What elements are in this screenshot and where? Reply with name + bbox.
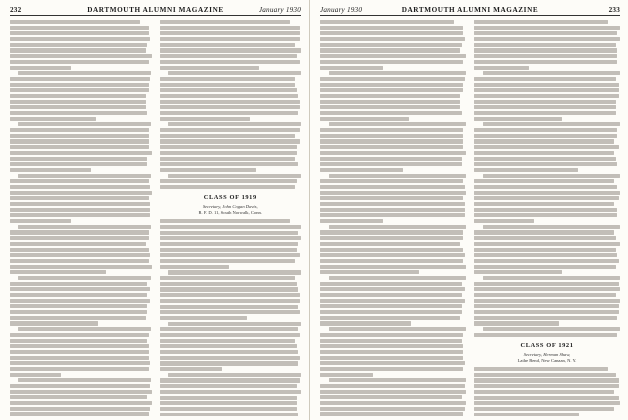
- text-line: [160, 378, 300, 382]
- class-address: R. F. D. 11, South Norwalk, Conn.: [198, 209, 263, 215]
- page-number: 232: [10, 6, 22, 14]
- text-line: [474, 373, 616, 377]
- text-line: [474, 304, 619, 308]
- text-line: [10, 151, 152, 155]
- text-line: [320, 213, 465, 217]
- text-line: [320, 151, 466, 155]
- text-line: [160, 287, 299, 291]
- text-line: [160, 162, 299, 166]
- class-secretary: Secretary, Herman Shaw,: [523, 351, 571, 357]
- text-line: [10, 265, 152, 269]
- text-line: [10, 54, 152, 58]
- text-line: [10, 361, 150, 365]
- text-line: [474, 60, 617, 64]
- text-line: [10, 20, 140, 24]
- text-line: [10, 157, 147, 161]
- text-line: [474, 94, 619, 98]
- body-text: [160, 20, 302, 189]
- text-line: [10, 162, 147, 166]
- text-line: [474, 321, 559, 325]
- text-line: [160, 339, 296, 343]
- text-line: [160, 253, 300, 257]
- text-line: [474, 407, 614, 411]
- running-head: [320, 4, 620, 16]
- text-line: [168, 270, 301, 274]
- text-line: [474, 282, 619, 286]
- text-line: [160, 26, 300, 30]
- text-line: [320, 168, 403, 172]
- text-line: [483, 276, 620, 280]
- magazine-title: DARTMOUTH ALUMNI MAGAZINE: [87, 6, 224, 14]
- text-line: [10, 287, 150, 291]
- text-line: [10, 31, 149, 35]
- text-line: [160, 316, 248, 320]
- text-line: [160, 265, 229, 269]
- text-line: [160, 413, 299, 416]
- text-line: [10, 213, 150, 217]
- text-line: [320, 66, 383, 70]
- text-line: [320, 134, 463, 138]
- text-line: [329, 71, 466, 75]
- text-line: [474, 265, 616, 269]
- text-line: [160, 231, 299, 235]
- text-line: [329, 225, 466, 229]
- text-line: [329, 174, 466, 178]
- text-line: [320, 105, 460, 109]
- text-line: [160, 344, 297, 348]
- text-line: [160, 259, 296, 263]
- text-line: [474, 134, 617, 138]
- text-line: [320, 310, 462, 314]
- text-line: [160, 105, 300, 109]
- text-line: [160, 242, 299, 246]
- column-1: [320, 20, 466, 416]
- text-line: [329, 378, 466, 382]
- text-line: [10, 242, 146, 246]
- text-line: [474, 236, 616, 240]
- text-line: [160, 77, 296, 81]
- text-line: [10, 270, 106, 274]
- text-line: [474, 293, 616, 297]
- text-line: [320, 145, 463, 149]
- text-line: [160, 350, 299, 354]
- text-line: [474, 310, 619, 314]
- text-line: [10, 117, 96, 121]
- text-line: [474, 20, 608, 24]
- text-line: [168, 322, 301, 326]
- text-line: [474, 316, 617, 320]
- text-line: [10, 202, 150, 206]
- text-line: [160, 248, 297, 252]
- text-line: [320, 208, 465, 212]
- text-line: [168, 174, 301, 178]
- text-line: [160, 139, 300, 143]
- text-line: [160, 151, 297, 155]
- text-line: [320, 367, 463, 371]
- text-line: [474, 384, 619, 388]
- text-line: [474, 390, 614, 394]
- text-line: [160, 83, 296, 87]
- text-line: [10, 236, 149, 240]
- text-line: [10, 407, 150, 411]
- text-line: [160, 327, 299, 331]
- text-line: [10, 390, 152, 394]
- text-line: [320, 270, 419, 274]
- text-line: [474, 242, 620, 246]
- text-line: [320, 373, 373, 377]
- text-line: [160, 60, 300, 64]
- text-line: [329, 327, 466, 331]
- text-line: [320, 60, 463, 64]
- text-line: [10, 208, 150, 212]
- text-line: [10, 83, 149, 87]
- text-line: [320, 48, 460, 52]
- issue-date: January 1930: [320, 6, 363, 14]
- text-line: [474, 401, 620, 405]
- text-line: [18, 122, 151, 126]
- text-line: [320, 316, 460, 320]
- text-line: [474, 196, 619, 200]
- text-line: [10, 310, 147, 314]
- text-line: [474, 105, 616, 109]
- text-line: [160, 276, 296, 280]
- text-line: [320, 259, 463, 263]
- text-line: [320, 361, 465, 365]
- text-line: [320, 407, 465, 411]
- text-line: [474, 117, 562, 121]
- text-line: [10, 395, 147, 399]
- text-line: [10, 88, 149, 92]
- text-line: [168, 122, 301, 126]
- text-line: [483, 327, 620, 331]
- text-line: [160, 299, 300, 303]
- text-line: [320, 77, 465, 81]
- text-line: [320, 299, 465, 303]
- text-columns: [10, 20, 301, 416]
- text-line: [10, 304, 147, 308]
- text-line: [10, 48, 146, 52]
- text-line: [18, 276, 151, 280]
- text-line: [320, 191, 466, 195]
- text-line: [168, 71, 301, 75]
- text-line: [320, 94, 460, 98]
- text-line: [329, 122, 466, 126]
- column-1: [10, 20, 152, 416]
- text-line: [160, 305, 299, 309]
- text-line: [10, 37, 150, 41]
- magazine-title: DARTMOUTH ALUMNI MAGAZINE: [401, 6, 539, 14]
- text-line: [474, 248, 616, 252]
- body-text: [474, 20, 620, 337]
- text-line: [320, 242, 460, 246]
- class-heading: CLASS OF 1921: [520, 341, 574, 349]
- text-line: [10, 356, 149, 360]
- text-line: [320, 384, 465, 388]
- text-line: [474, 157, 616, 161]
- text-line: [10, 94, 146, 98]
- text-line: [160, 225, 302, 229]
- text-line: [320, 31, 463, 35]
- text-line: [18, 378, 151, 382]
- text-line: [320, 390, 466, 394]
- text-line: [10, 191, 152, 195]
- text-line: [160, 66, 259, 70]
- text-line: [320, 265, 466, 269]
- text-line: [10, 168, 91, 172]
- text-line: [474, 66, 529, 70]
- text-line: [320, 350, 463, 354]
- text-line: [10, 248, 149, 252]
- text-line: [320, 304, 462, 308]
- text-line: [483, 174, 620, 178]
- text-line: [320, 117, 409, 121]
- text-line: [474, 219, 534, 223]
- text-line: [320, 43, 462, 47]
- text-line: [10, 367, 149, 371]
- text-line: [320, 395, 462, 399]
- text-line: [160, 145, 297, 149]
- text-line: [474, 88, 619, 92]
- right-page: [310, 0, 628, 420]
- text-line: [320, 339, 462, 343]
- text-line: [474, 287, 620, 291]
- text-line: [10, 43, 147, 47]
- text-line: [483, 71, 620, 75]
- text-line: [160, 43, 296, 47]
- text-line: [320, 100, 460, 104]
- text-line: [474, 191, 620, 195]
- text-line: [320, 88, 463, 92]
- text-line: [10, 401, 152, 405]
- text-line: [160, 236, 302, 240]
- text-line: [320, 253, 465, 257]
- text-line: [10, 128, 149, 132]
- text-line: [160, 384, 297, 388]
- text-line: [160, 356, 300, 360]
- text-line: [160, 20, 290, 24]
- text-line: [18, 174, 151, 178]
- text-line: [160, 157, 296, 161]
- text-line: [320, 157, 462, 161]
- text-line: [320, 202, 465, 206]
- text-line: [474, 179, 614, 183]
- issue-date: January 1930: [258, 6, 301, 14]
- text-line: [10, 77, 150, 81]
- text-line: [160, 54, 297, 58]
- text-line: [320, 139, 463, 143]
- text-line: [160, 48, 302, 52]
- text-line: [474, 26, 620, 30]
- page-number: 233: [608, 6, 620, 14]
- text-line: [320, 162, 462, 166]
- text-line: [10, 230, 149, 234]
- text-line: [10, 384, 150, 388]
- text-line: [10, 60, 149, 64]
- text-line: [18, 327, 151, 331]
- text-line: [160, 390, 302, 394]
- text-line: [160, 282, 297, 286]
- text-line: [160, 401, 297, 405]
- text-line: [10, 111, 147, 115]
- text-line: [320, 287, 465, 291]
- left-page: [0, 0, 310, 420]
- text-line: [320, 179, 463, 183]
- text-line: [320, 333, 463, 337]
- text-line: [10, 412, 149, 416]
- text-line: [474, 83, 619, 87]
- text-line: [160, 94, 299, 98]
- text-line: [10, 196, 149, 200]
- text-line: [483, 122, 620, 126]
- text-line: [474, 213, 617, 217]
- text-line: [483, 225, 620, 229]
- text-line: [474, 413, 579, 416]
- body-text: [160, 219, 302, 416]
- text-line: [10, 282, 147, 286]
- text-line: [160, 310, 300, 314]
- running-head: [10, 4, 301, 16]
- text-line: [160, 293, 300, 297]
- text-line: [474, 208, 617, 212]
- text-line: [329, 276, 466, 280]
- text-line: [18, 71, 151, 75]
- text-line: [474, 37, 620, 41]
- text-line: [474, 151, 614, 155]
- text-line: [10, 259, 149, 263]
- text-line: [474, 145, 619, 149]
- column-2: [160, 20, 302, 416]
- text-line: [160, 100, 300, 104]
- text-line: [10, 66, 71, 70]
- text-line: [474, 77, 616, 81]
- text-line: [10, 350, 149, 354]
- text-line: [18, 225, 151, 229]
- text-line: [320, 344, 463, 348]
- text-line: [474, 48, 617, 52]
- text-line: [474, 43, 616, 47]
- text-line: [320, 111, 462, 115]
- class-heading: CLASS OF 1919: [203, 194, 257, 202]
- text-line: [160, 31, 300, 35]
- text-line: [10, 100, 146, 104]
- text-line: [320, 20, 454, 24]
- text-line: [160, 396, 297, 400]
- text-line: [474, 378, 619, 382]
- text-line: [474, 162, 617, 166]
- text-line: [10, 339, 147, 343]
- text-line: [320, 26, 463, 30]
- text-line: [10, 179, 149, 183]
- text-line: [320, 128, 463, 132]
- text-line: [160, 367, 222, 371]
- text-line: [320, 293, 462, 297]
- text-line: [474, 299, 620, 303]
- text-line: [160, 361, 299, 365]
- text-line: [320, 54, 466, 58]
- text-line: [474, 230, 614, 234]
- text-line: [160, 128, 300, 132]
- text-line: [10, 344, 149, 348]
- text-line: [320, 282, 462, 286]
- text-line: [160, 333, 300, 337]
- text-line: [474, 100, 616, 104]
- text-line: [474, 128, 617, 132]
- body-text: [474, 367, 620, 416]
- text-line: [474, 168, 578, 172]
- text-line: [474, 367, 608, 371]
- text-line: [320, 321, 411, 325]
- text-line: [10, 134, 149, 138]
- text-line: [474, 333, 617, 337]
- text-line: [160, 117, 251, 121]
- text-line: [10, 333, 149, 337]
- text-line: [10, 105, 146, 109]
- text-line: [160, 407, 297, 411]
- text-line: [474, 396, 619, 400]
- text-line: [474, 202, 614, 206]
- text-line: [168, 373, 301, 377]
- text-line: [10, 293, 147, 297]
- class-address: Lathe Bend, New Canaan, N. Y.: [517, 357, 577, 363]
- text-line: [320, 236, 463, 240]
- text-line: [320, 412, 463, 416]
- text-line: [474, 259, 619, 263]
- text-line: [474, 270, 562, 274]
- text-columns: [320, 20, 620, 416]
- text-line: [160, 37, 300, 41]
- text-line: [320, 401, 466, 405]
- text-line: [320, 248, 463, 252]
- text-line: [10, 219, 71, 223]
- text-line: [474, 185, 617, 189]
- text-line: [10, 316, 146, 320]
- text-line: [320, 37, 465, 41]
- text-line: [160, 134, 296, 138]
- text-line: [474, 54, 617, 58]
- text-line: [320, 185, 465, 189]
- text-line: [10, 373, 61, 377]
- text-line: [474, 31, 617, 35]
- text-line: [160, 219, 290, 223]
- text-line: [10, 299, 150, 303]
- class-secretary: Secretary, John Cogan Davis,: [202, 204, 258, 210]
- column-2: [474, 20, 620, 416]
- text-line: [320, 219, 383, 223]
- text-line: [474, 139, 614, 143]
- text-line: [474, 253, 617, 257]
- text-line: [474, 111, 616, 115]
- text-line: [320, 196, 463, 200]
- text-line: [160, 88, 297, 92]
- text-line: [10, 185, 150, 189]
- text-line: [160, 179, 297, 183]
- text-line: [10, 321, 98, 325]
- text-line: [160, 111, 299, 115]
- text-line: [10, 139, 149, 143]
- text-line: [320, 356, 463, 360]
- text-line: [160, 185, 296, 189]
- text-line: [10, 253, 150, 257]
- text-line: [10, 145, 149, 149]
- text-line: [10, 26, 149, 30]
- text-line: [160, 168, 256, 172]
- text-line: [320, 83, 463, 87]
- text-line: [320, 230, 463, 234]
